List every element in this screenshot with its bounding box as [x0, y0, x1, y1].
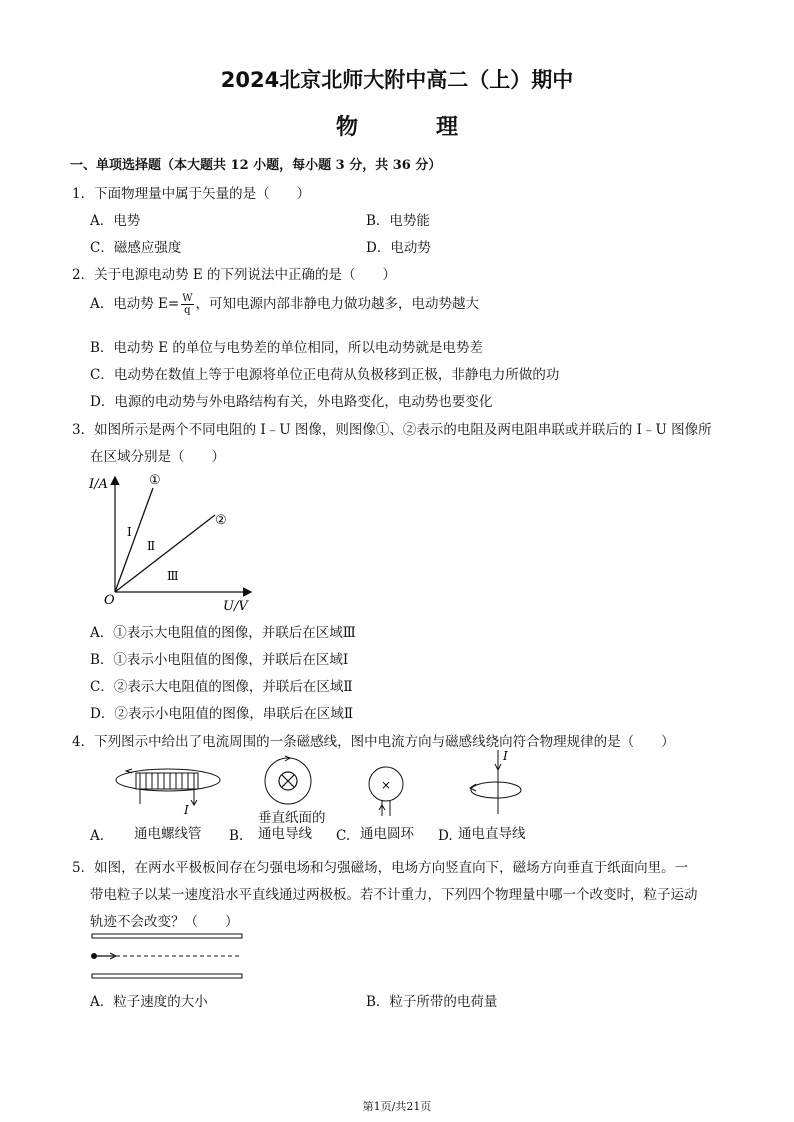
perpendicular-wire-figure — [258, 756, 318, 806]
y-axis-label: I/A — [89, 477, 108, 492]
q1-option-a: A．电势 — [90, 213, 141, 229]
q3-option-c: C．②表示大电阻值的图像，并联后在区域Ⅱ — [90, 679, 353, 695]
section-heading: 一、单项选择题（本大题共 12 小题，每小题 3 分，共 36 分） — [70, 158, 442, 173]
q3-stem-line2: 在区域分别是（ ） — [90, 449, 225, 465]
parallel-plates-figure — [88, 932, 248, 982]
q2-option-b: B．电动势 E 的单位与电势差的单位相同，所以电动势就是电势差 — [90, 340, 483, 356]
q4-fig-d-letter: D. — [438, 828, 453, 844]
q3-option-a: A．①表示大电阻值的图像，并联后在区域Ⅲ — [90, 625, 356, 641]
q4-fig-b-letter: B. — [229, 828, 244, 844]
page-title: 2024北京北师大附中高二（上）期中 — [220, 68, 574, 92]
upper-plate — [92, 934, 242, 938]
q5-option-b: B．粒子所带的电荷量 — [366, 994, 498, 1010]
q2-option-d: D．电源的电动势与外电路结构有关，外电路变化，电动势也要变化 — [90, 394, 493, 410]
q4-stem: 4．下列图示中给出了电流周围的一条磁感线，图中电流方向与磁感线绕向符合物理规律的是（ ） — [72, 734, 675, 750]
current-label: I — [503, 749, 508, 763]
fraction-denominator: q — [184, 305, 191, 316]
region-3-label: Ⅲ — [167, 569, 179, 583]
q2-option-a-suffix: ，可知电源内部非静电力做功越多，电动势越大 — [195, 296, 479, 312]
q2-option-a — [90, 292, 479, 316]
straight-wire-figure — [466, 748, 526, 818]
q1-option-b: B．电势能 — [366, 213, 430, 229]
q2-option-c: C．电动势在数值上等于电源将单位正电荷从负极移到正极，非静电力所做的功 — [90, 367, 560, 383]
solenoid-figure — [110, 760, 230, 830]
line-1-label: ① — [149, 473, 161, 488]
q2-stem: 2．关于电源电动势 E 的下列说法中正确的是（ ） — [72, 267, 397, 283]
q1-option-d: D．电动势 — [366, 240, 431, 256]
fraction-w-over-q — [181, 293, 193, 316]
q3-option-b: B．①表示小电阻值的图像，并联后在区域Ⅰ — [90, 652, 349, 668]
q3-option-d: D．②表示小电阻值的图像，串联后在区域Ⅱ — [90, 706, 353, 722]
field-cross-mark: × — [381, 778, 392, 792]
subject-title: 物 理 — [335, 114, 486, 140]
q5-stem-line3: 轨迹不会改变？（ ） — [90, 914, 239, 930]
q4-fig-b-caption: 通电导线 — [258, 826, 312, 842]
q4-fig-c-letter: C. — [336, 828, 351, 844]
current-loop-figure — [362, 764, 412, 816]
q4-fig-a-letter: A. — [90, 828, 105, 844]
current-label: I — [184, 803, 189, 817]
q4-fig-c-caption: 通电圆环 — [360, 826, 414, 842]
q1-stem: 1．下面物理量中属于矢量的是（ ） — [72, 186, 311, 202]
line-2-label: ② — [215, 513, 227, 528]
x-axis-label: U/V — [223, 599, 248, 614]
q2-option-a-prefix: A．电动势 E= — [90, 296, 180, 312]
region-2-label: Ⅱ — [147, 539, 156, 553]
field-arrow — [126, 769, 132, 773]
q4-fig-a-caption: 通电螺线管 — [134, 826, 202, 842]
q4-fig-d-caption: 通电直导线 — [458, 826, 526, 842]
solenoid-body — [136, 773, 198, 789]
q1-option-c: C．磁感应强度 — [90, 240, 182, 256]
field-line — [471, 782, 521, 798]
origin-label: O — [104, 593, 115, 608]
q3-stem-line1: 3．如图所示是两个不同电阻的 I﹣U 图像，则图像①、②表示的电阻及两电阻串联或并联后的 I﹣U 图像所 — [72, 422, 712, 438]
page-number: 第1页/共21页 — [362, 1100, 432, 1113]
fraction-numerator: W — [182, 293, 193, 304]
q4-fig-b-caption-top: 垂直纸面的 — [258, 810, 326, 826]
q5-stem-line2: 带电粒子以某一速度沿水平直线通过两极板。若不计重力，下列四个物理量中哪一个改变时，粒子运动 — [90, 887, 698, 903]
iu-graph — [85, 470, 265, 620]
q5-stem-line1: 5．如图，在两水平极板间存在匀强电场和匀强磁场，电场方向竖直向下，磁场方向垂直于纸面向里。一 — [72, 860, 689, 876]
region-1-label: Ⅰ — [127, 525, 132, 539]
lower-plate — [92, 974, 242, 978]
q5-option-a: A．粒子速度的大小 — [90, 994, 208, 1010]
